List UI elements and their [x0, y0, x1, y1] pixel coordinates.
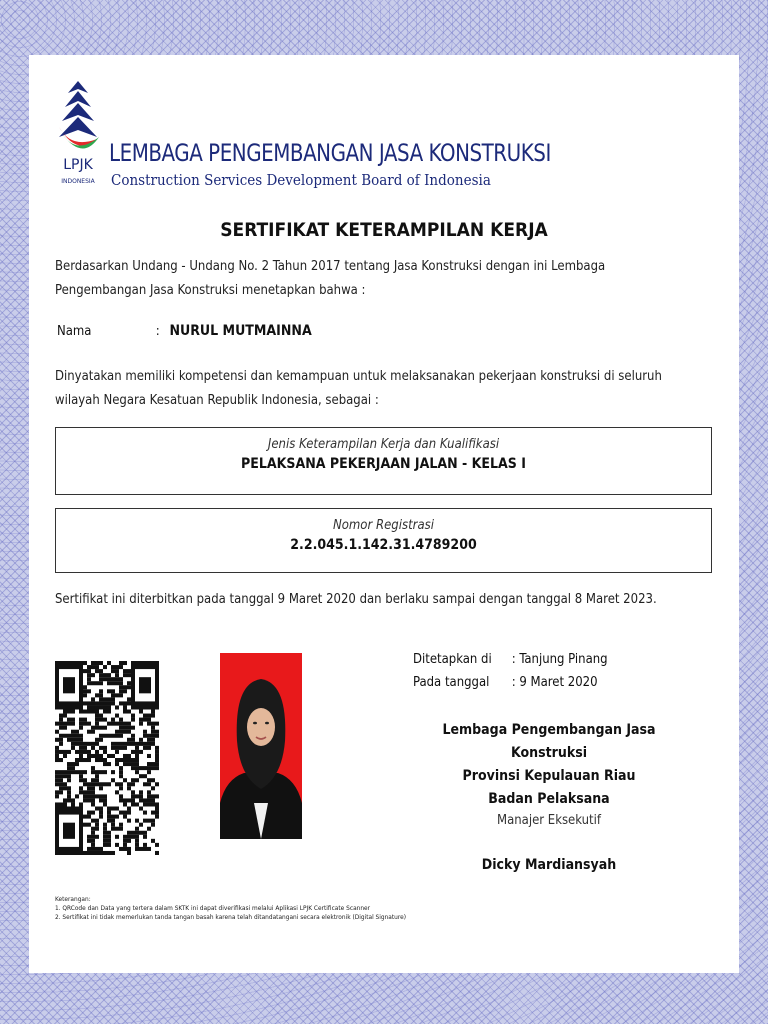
- note-item: 2. Sertifikat ini tidak memerlukan tanda tangan basah karena telah ditandatangani secara elektronik (Digital Signature): [55, 913, 407, 921]
- registration-label: Nomor Registrasi: [333, 518, 434, 533]
- note-item: 1. QRCode dan Data yang tertera dalam SKTK ini dapat diverifikasi melalui Aplikasi LPJK Certificate Scanner: [55, 904, 371, 912]
- qr-code: [55, 661, 159, 855]
- certificate-sheet: [29, 55, 739, 973]
- name-colon: :: [155, 324, 160, 339]
- intro-paragraph: Berdasarkan Undang - Undang No. 2 Tahun 2017 tentang Jasa Konstruksi dengan ini Lembaga Pengembangan Jasa Konstruksi menetapkan bahwa :: [55, 259, 606, 298]
- qualification-value: PELAKSANA PEKERJAAN JALAN - KELAS I: [241, 456, 526, 472]
- issuer-line-3: Badan Pelaksana: [488, 791, 610, 807]
- svg-text:INDONESIA: INDONESIA: [61, 178, 95, 185]
- registration-box: [55, 508, 712, 573]
- issued-place-value: : Tanjung Pinang: [511, 652, 608, 667]
- holder-name: NURUL MUTMAINNA: [169, 323, 312, 339]
- qualification-box: [55, 427, 712, 495]
- name-label: Nama: [57, 324, 92, 339]
- signatory-name: Dicky Mardiansyah: [481, 857, 617, 873]
- svg-text:LPJK: LPJK: [63, 157, 93, 173]
- issued-place-row: [413, 652, 608, 667]
- registration-number: 2.2.045.1.142.31.4789200: [290, 537, 477, 553]
- signatory-position: Manajer Eksekutif: [497, 813, 601, 828]
- organization-name: LEMBAGA PENGEMBANGAN JASA KONSTRUKSI: [109, 139, 551, 167]
- name-row: [57, 323, 312, 339]
- issuer-line-1: Lembaga Pengembangan Jasa Konstruksi: [442, 722, 656, 761]
- organization-subtitle: Construction Services Development Board of Indonesia: [111, 171, 491, 189]
- holder-photo: [220, 653, 302, 839]
- notes-title: Keterangan:: [55, 895, 91, 903]
- issuer-line-2: Provinsi Kepulauan Riau: [462, 768, 636, 784]
- issued-date-value: : 9 Maret 2020: [511, 675, 598, 690]
- notes-block: [55, 895, 406, 922]
- qualification-label: Jenis Keterampilan Kerja dan Kualifikasi: [267, 437, 500, 452]
- lpjk-logo: [53, 79, 103, 191]
- issued-date-label: Pada tanggal: [413, 675, 490, 690]
- issued-date-row: [413, 675, 598, 690]
- certificate-title: SERTIFIKAT KETERAMPILAN KERJA: [220, 219, 548, 241]
- statement-paragraph: Dinyatakan memiliki kompetensi dan kemampuan untuk melaksanakan pekerjaan konstruksi di seluruh wilayah Negara Kesatuan Republik Indonesia, sebagai :: [55, 369, 662, 408]
- validity-statement: Sertifikat ini diterbitkan pada tanggal 9 Maret 2020 dan berlaku sampai dengan tanggal 8 Maret 2023.: [55, 592, 657, 607]
- issuer-block: [409, 719, 689, 811]
- issued-place-label: Ditetapkan di: [413, 652, 492, 667]
